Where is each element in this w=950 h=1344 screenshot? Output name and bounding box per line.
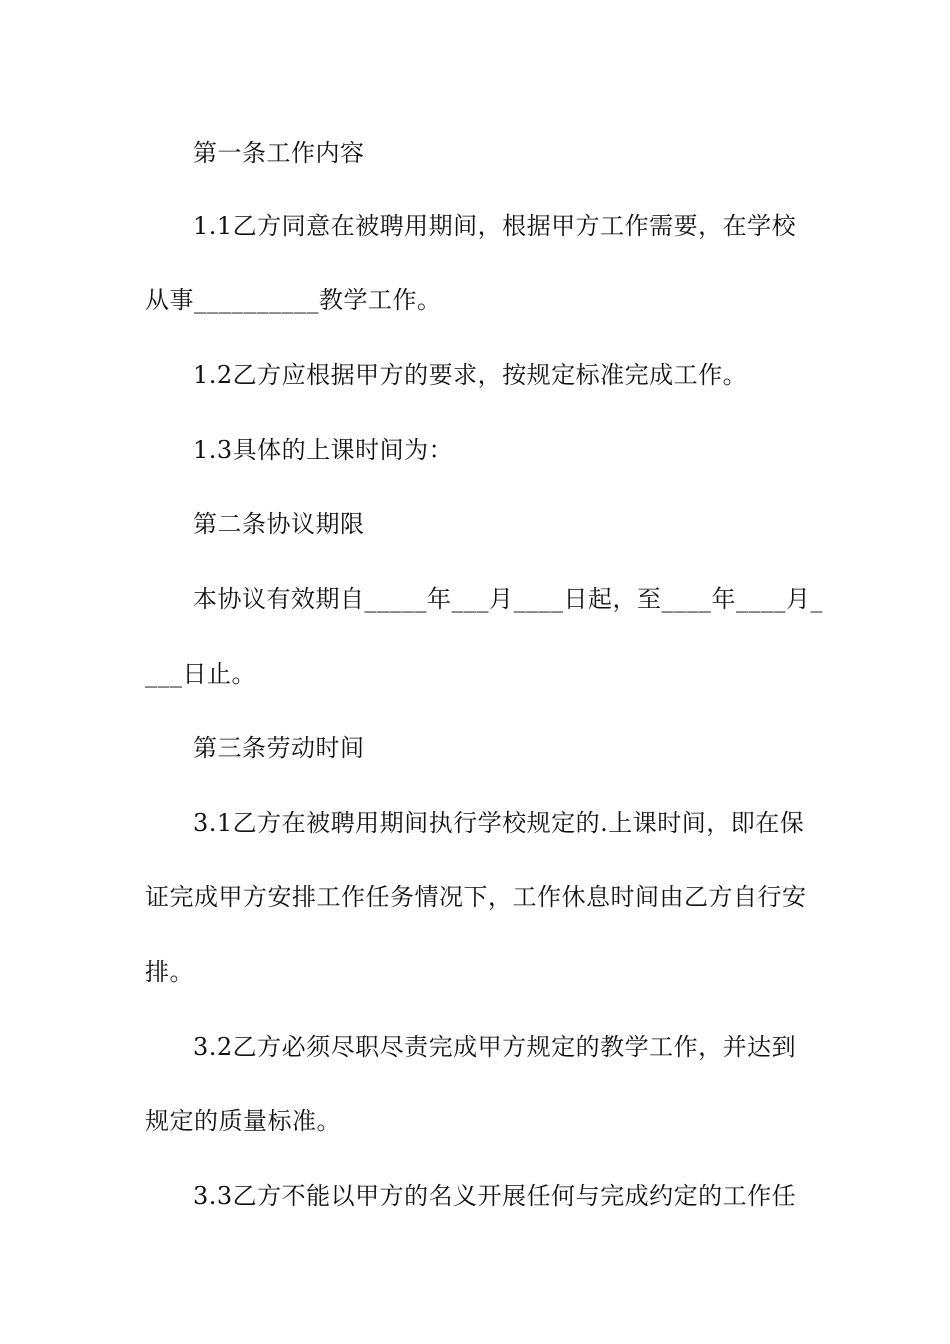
- clause-3-2-line-2: 规定的质量标准。: [145, 1107, 341, 1135]
- clause-3-3-line-1: 3.3乙方不能以甲方的名义开展任何与完成约定的工作任: [193, 1182, 797, 1210]
- term-line-1: 本协议有效期自_____年___月____日起，至____年____月_: [193, 585, 823, 613]
- article-2-heading: 第二条协议期限: [193, 510, 365, 538]
- clause-1-2: 1.2乙方应根据甲方的要求，按规定标准完成工作。: [193, 361, 748, 389]
- clause-1-3: 1.3具体的上课时间为：: [193, 436, 454, 464]
- article-1-heading: 第一条工作内容: [193, 139, 365, 167]
- clause-1-1-line-2: 从事__________教学工作。: [145, 286, 442, 314]
- clause-3-2-line-1: 3.2乙方必须尽职尽责完成甲方规定的教学工作，并达到: [193, 1033, 797, 1061]
- clause-3-1-line-3: 排。: [145, 958, 194, 986]
- article-3-heading: 第三条劳动时间: [193, 734, 365, 762]
- clause-1-1-line-1: 1.1乙方同意在被聘用期间，根据甲方工作需要，在学校: [193, 212, 797, 240]
- clause-3-1-line-2: 证完成甲方安排工作任务情况下，工作休息时间由乙方自行安: [145, 883, 807, 911]
- clause-3-1-line-1: 3.1乙方在被聘用期间执行学校规定的.上课时间，即在保: [193, 809, 805, 837]
- term-line-2: ___日止。: [145, 660, 256, 688]
